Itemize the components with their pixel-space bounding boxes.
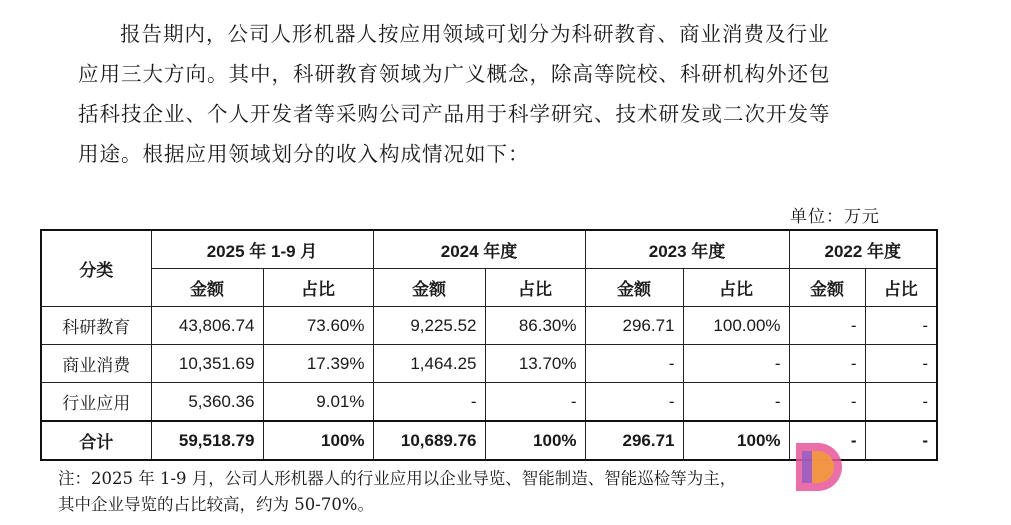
table-cell: 73.60% (263, 307, 373, 345)
table-footnote (58, 466, 918, 518)
paragraph-line: 括科技企业、个人开发者等采购公司产品用于科学研究、技术研发或二次开发等 (78, 102, 831, 126)
table-cell: 1,464.25 (373, 345, 485, 383)
period-header: 2025 年 1-9 月 (151, 230, 373, 269)
table-cell: - (789, 383, 865, 422)
total-label: 合计 (41, 421, 151, 460)
table-cell: - (865, 307, 937, 345)
amount-header: 金额 (373, 269, 485, 307)
table-cell: 10,351.69 (151, 345, 263, 383)
table-cell: - (865, 383, 937, 422)
share-header: 占比 (683, 269, 789, 307)
footnote-line: 注：2025 年 1-9 月，公司人形机器人的行业应用以企业导览、智能制造、智能巡检等为主， (58, 469, 737, 488)
row-category: 科研教育 (41, 307, 151, 345)
paragraph-line: 用途。根据应用领域划分的收入构成情况如下： (78, 142, 530, 166)
period-header: 2023 年度 (585, 230, 789, 269)
amount-header: 金额 (789, 269, 865, 307)
logo-icon-graphic (790, 437, 850, 497)
paragraph-line: 报告期内，公司人形机器人按应用领域可划分为科研教育、商业消费及行业 (120, 22, 830, 46)
table-row (41, 383, 937, 422)
table-row (41, 345, 937, 383)
table-cell: - (373, 383, 485, 422)
table-cell: - (789, 345, 865, 383)
logo-icon (790, 437, 850, 497)
total-cell: 59,518.79 (151, 421, 263, 460)
table-cell: - (789, 307, 865, 345)
table-cell: 296.71 (585, 307, 683, 345)
amount-header: 金额 (585, 269, 683, 307)
row-category: 行业应用 (41, 383, 151, 422)
period-header: 2024 年度 (373, 230, 585, 269)
logo-shape-purple (802, 451, 812, 483)
table-cell: - (683, 383, 789, 422)
unit-label: 单位：万元 (790, 207, 880, 227)
total-cell: - (865, 421, 937, 460)
total-cell: - (789, 421, 865, 460)
total-cell: 100% (683, 421, 789, 460)
table-cell: 100.00% (683, 307, 789, 345)
footnote-line: 其中企业导览的占比较高，约为 50-70%。 (58, 495, 374, 514)
amount-header: 金额 (151, 269, 263, 307)
category-header: 分类 (41, 230, 151, 307)
table-cell: - (585, 383, 683, 422)
table-cell: - (585, 345, 683, 383)
table-cell: - (865, 345, 937, 383)
table-cell: 86.30% (485, 307, 585, 345)
intro-paragraph (78, 14, 898, 174)
period-header: 2022 年度 (789, 230, 937, 269)
total-cell: 296.71 (585, 421, 683, 460)
table-row (41, 307, 937, 345)
table-cell: 9,225.52 (373, 307, 485, 345)
total-cell: 100% (263, 421, 373, 460)
table-cell: 13.70% (485, 345, 585, 383)
revenue-table (40, 229, 938, 461)
total-cell: 100% (485, 421, 585, 460)
paragraph-line: 应用三大方向。其中，科研教育领域为广义概念，除高等院校、科研机构外还包 (78, 62, 831, 86)
table-cell: - (683, 345, 789, 383)
row-category: 商业消费 (41, 345, 151, 383)
table-cell: 17.39% (263, 345, 373, 383)
share-header: 占比 (865, 269, 937, 307)
table-cell: 43,806.74 (151, 307, 263, 345)
table-cell: - (485, 383, 585, 422)
table-cell: 5,360.36 (151, 383, 263, 422)
share-header: 占比 (485, 269, 585, 307)
table-cell: 9.01% (263, 383, 373, 422)
total-cell: 10,689.76 (373, 421, 485, 460)
share-header: 占比 (263, 269, 373, 307)
